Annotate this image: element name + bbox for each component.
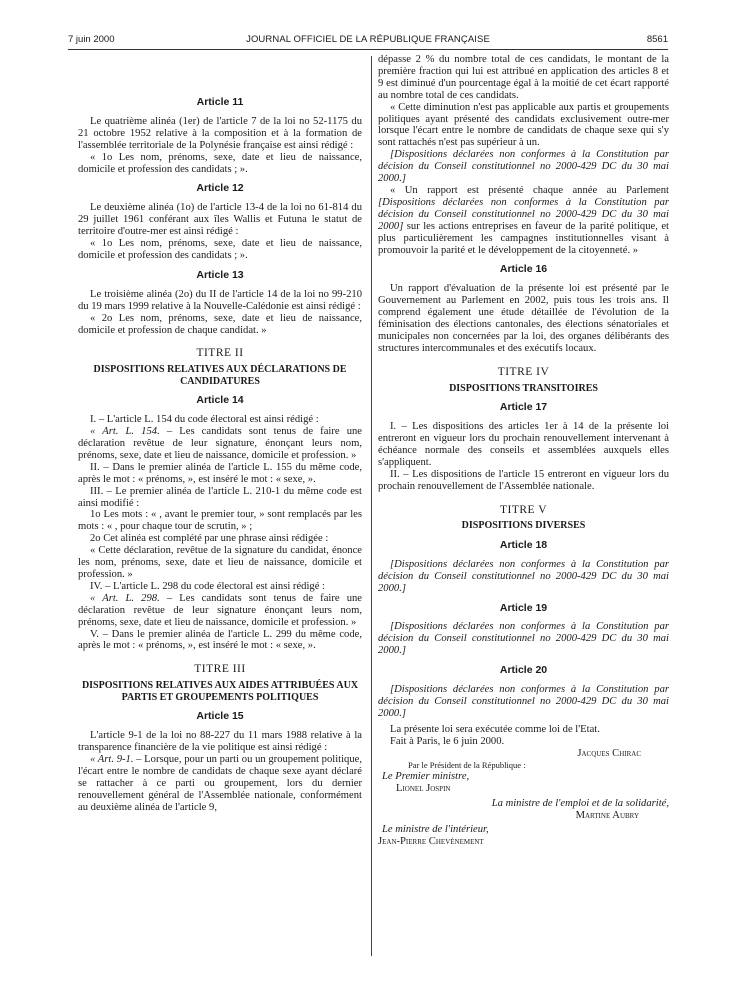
article-14-para-4: III. – Le premier alinéa de l'article L. 210-1 du même code est ainsi modifié :: [78, 485, 362, 509]
closing-line-2: Fait à Paris, le 6 juin 2000.: [390, 735, 505, 747]
article-15-para-1: L'article 9-1 de la loi no 88-227 du 11 mars 1988 relative à la transparence financière de la vie politique est ainsi rédigé :: [78, 730, 362, 754]
article-12-text: Le deuxième alinéa (1o) de l'article 13-4 de la loi no 61-814 du 29 juillet 1961 conférant aux îles Wallis et Futuna le statut de territoire d'outre-mer est ainsi rédigé :: [78, 202, 362, 238]
article-20-text: [Dispositions déclarées non conformes à la Constitution par décision du Conseil constitutionnel no 2000-429 DC du 30 mai 2000.]: [378, 684, 669, 719]
titre-4: TITRE IV: [497, 365, 550, 378]
article-11-quote: « 1o Les nom, prénoms, sexe, date et lieu de naissance, domicile et profession des candidats ; ».: [78, 151, 362, 175]
minister-emploi-title: La ministre de l'emploi et de la solidarité,: [491, 798, 669, 810]
article-15-heading: Article 15: [196, 710, 244, 723]
article-17-para-1: I. – Les dispositions des articles 1er à 14 de la présente loi entreront en vigueur lors du prochain renouvellement intervenant à échéance normale des conseils et assemblées auxquels elles s'appliquent.: [378, 421, 669, 468]
article-15-para-3: « Cette diminution n'est pas applicable aux partis et groupements politiques ayant présenté des candidats exclusivement outre-mer lorsque l'écart entre le nombre de candidats de chaque sexe qui s'y sont rattachés n'est pas supérieur à un.: [378, 101, 669, 149]
article-14-heading: Article 14: [196, 394, 244, 407]
left-column: [78, 54, 362, 814]
article-14-para-6: 2o Cet alinéa est complété par une phrase ainsi rédigée :: [90, 533, 329, 545]
titre-3: TITRE III: [194, 663, 246, 676]
page-number: 8561: [646, 34, 668, 45]
titre-3-subtitle: DISPOSITIONS RELATIVES AUX AIDES ATTRIBUÉES AUX PARTIS ET GROUPEMENTS POLITIQUES: [81, 680, 359, 703]
titre-5: TITRE V: [499, 503, 548, 516]
article-14-para-9: « Art. L. 298. – Les candidats sont tenus de faire une déclaration revêtue de leur signature énonçant leurs nom, prénoms, sexe, date et lieu de naissance, domicile et profession. »: [78, 592, 362, 628]
page-header: [68, 34, 668, 50]
president-signature: Jacques Chirac: [577, 747, 641, 759]
art-l154-label: « Art. L. 154.: [90, 426, 160, 438]
titre-4-subtitle: DISPOSITIONS TRANSITOIRES: [449, 382, 598, 394]
right-column: [378, 54, 669, 848]
titre-2-subtitle: DISPOSITIONS RELATIVES AUX DÉCLARATIONS DE CANDIDATURES: [93, 364, 347, 387]
article-13-text: Le troisième alinéa (2o) du II de l'article 14 de la loi no 99-210 du 19 mars 1999 relative à la Nouvelle-Calédonie est ainsi rédigé :: [78, 288, 362, 312]
article-16-heading: Article 16: [499, 263, 548, 276]
article-14-para-7: « Cette déclaration, revêtue de la signature du candidat, énonce les nom, prénoms, sexe, date et lieu de naissance, domicile et profession. »: [78, 545, 362, 580]
article-17-para-2: II. – Les dispositions de l'article 15 entreront en vigueur lors du prochain renouvellement de l'Assemblée nationale.: [378, 468, 669, 492]
article-20-heading: Article 20: [499, 664, 548, 677]
article-13-quote: « 2o Les nom, prénoms, sexe, date et lieu de naissance, domicile et profession de chaque candidat. »: [78, 312, 362, 336]
article-11-text: Le quatrième alinéa (1er) de l'article 7 de la loi no 52-1175 du 21 octobre 1952 relative à la composition et à la formation de l'assemblée territoriale de la Polynésie française est ainsi rédigé :: [78, 115, 362, 151]
article-14-para-1: I. – L'article L. 154 du code électoral est ainsi rédigé :: [90, 414, 319, 426]
pm-name: Lionel Jospin: [396, 783, 451, 795]
article-15-continued: dépasse 2 % du nombre total de ces candidats, le montant de la première fraction qui lui est attribué en application des articles 8 et 9 est diminué d'un pourcentage égal à la moitié de cet écart rapporté au nombre total de ces candidats.: [378, 54, 669, 101]
minister-interieur-title: Le ministre de l'intérieur,: [382, 824, 489, 836]
article-19-text: [Dispositions déclarées non conformes à la Constitution par décision du Conseil constitutionnel no 2000-429 DC du 30 mai 2000.]: [378, 621, 669, 657]
closing-line-1: La présente loi sera exécutée comme loi de l'Etat.: [390, 723, 600, 735]
article-15-censure-1: [Dispositions déclarées non conformes à la Constitution par décision du Conseil constitutionnel no 2000-429 DC du 30 mai 2000.]: [378, 149, 669, 185]
article-18-text: [Dispositions déclarées non conformes à la Constitution par décision du Conseil constitutionnel no 2000-429 DC du 30 mai 2000.]: [378, 558, 669, 594]
article-15-censure-2: [Dispositions déclarées non conformes à la Constitution par décision du Conseil constitutionnel no 2000-429 DC du 30 mai 2000]: [378, 196, 669, 232]
art-l298-label: « Art. L. 298.: [90, 592, 160, 604]
article-14-para-5: 1o Les mots : « , avant le premier tour, » sont remplacés par les mots : « , pour chaque tour de scrutin, » ;: [78, 509, 362, 533]
minister-emploi-name: Martine Aubry: [575, 810, 639, 822]
article-15-para-2: « Art. 9-1. – Lorsque, pour un parti ou un groupement politique, l'écart entre le nombre de candidats de chaque sexe ayant déclaré se rattacher à ce parti ou groupement, lors du dernier renouvellement général de l'Assemblée nationale, conformément au deuxième alinéa de l'article 9,: [78, 753, 362, 813]
article-18-heading: Article 18: [499, 538, 548, 551]
titre-2: TITRE II: [196, 347, 244, 360]
article-14-para-2: « Art. L. 154. – Les candidats sont tenus de faire une déclaration revêtue de leur signature, énonçant leurs nom, prénoms, sexe, date et lieu de naissance, domicile et profession. »: [78, 426, 362, 461]
article-17-heading: Article 17: [499, 401, 548, 414]
article-19-heading: Article 19: [499, 601, 548, 614]
article-14-para-8: IV. – L'article L. 298 du code électoral est ainsi rédigé :: [90, 580, 325, 592]
article-11-heading: Article 11: [196, 96, 244, 108]
header-date: 7 juin 2000: [68, 34, 115, 45]
article-14-para-10: V. – Dans le premier alinéa de l'article L. 299 du même code, après le mot : « prénoms, », est inséré le mot : « sexe, ».: [78, 628, 362, 652]
titre-5-subtitle: DISPOSITIONS DIVERSES: [461, 520, 586, 532]
art-9-1-label: « Art. 9-1.: [90, 753, 134, 765]
pm-title: Le Premier ministre,: [382, 771, 470, 783]
article-14-para-3: II. – Dans le premier alinéa de l'article L. 155 du même code, après le mot : « prénoms, », est inséré le mot : « sexe, ».: [78, 461, 362, 485]
article-13-heading: Article 13: [196, 268, 244, 281]
article-16-text: Un rapport d'évaluation de la présente loi est présenté par le Gouvernement au Parlement en 2002, puis tous les trois ans. Il comprend également une étude détaillée de l'évolution de la féminisation des élections cantonales, des élections sénatoriales et municipales non concernées par la loi, des organes délibérants des structures intercommunales et des exécutifs locaux.: [378, 283, 669, 354]
minister-interieur-name: Jean-Pierre Chevènement: [378, 835, 484, 847]
article-15-para-4: « Un rapport est présenté chaque année au Parlement [Dispositions déclarées non conformes à la Constitution par décision du Conseil constitutionnel no 2000-429 DC du 30 mai 2000] sur les actions entreprises en faveur de la parité politique, et plus particulièrement les campagnes institutionnelles visant à promouvoir la parité et le développement de la citoyenneté. »: [378, 184, 669, 256]
column-divider: [371, 56, 372, 956]
article-12-quote: « 1o Les nom, prénoms, sexe, date et lieu de naissance, domicile et profession des candidats ; ».: [78, 238, 362, 261]
header-rule: [68, 49, 668, 50]
journal-title: JOURNAL OFFICIEL DE LA RÉPUBLIQUE FRANÇAISE: [246, 34, 490, 45]
par-le-president: Par le Président de la République :: [408, 759, 526, 770]
article-12-heading: Article 12: [196, 182, 244, 195]
